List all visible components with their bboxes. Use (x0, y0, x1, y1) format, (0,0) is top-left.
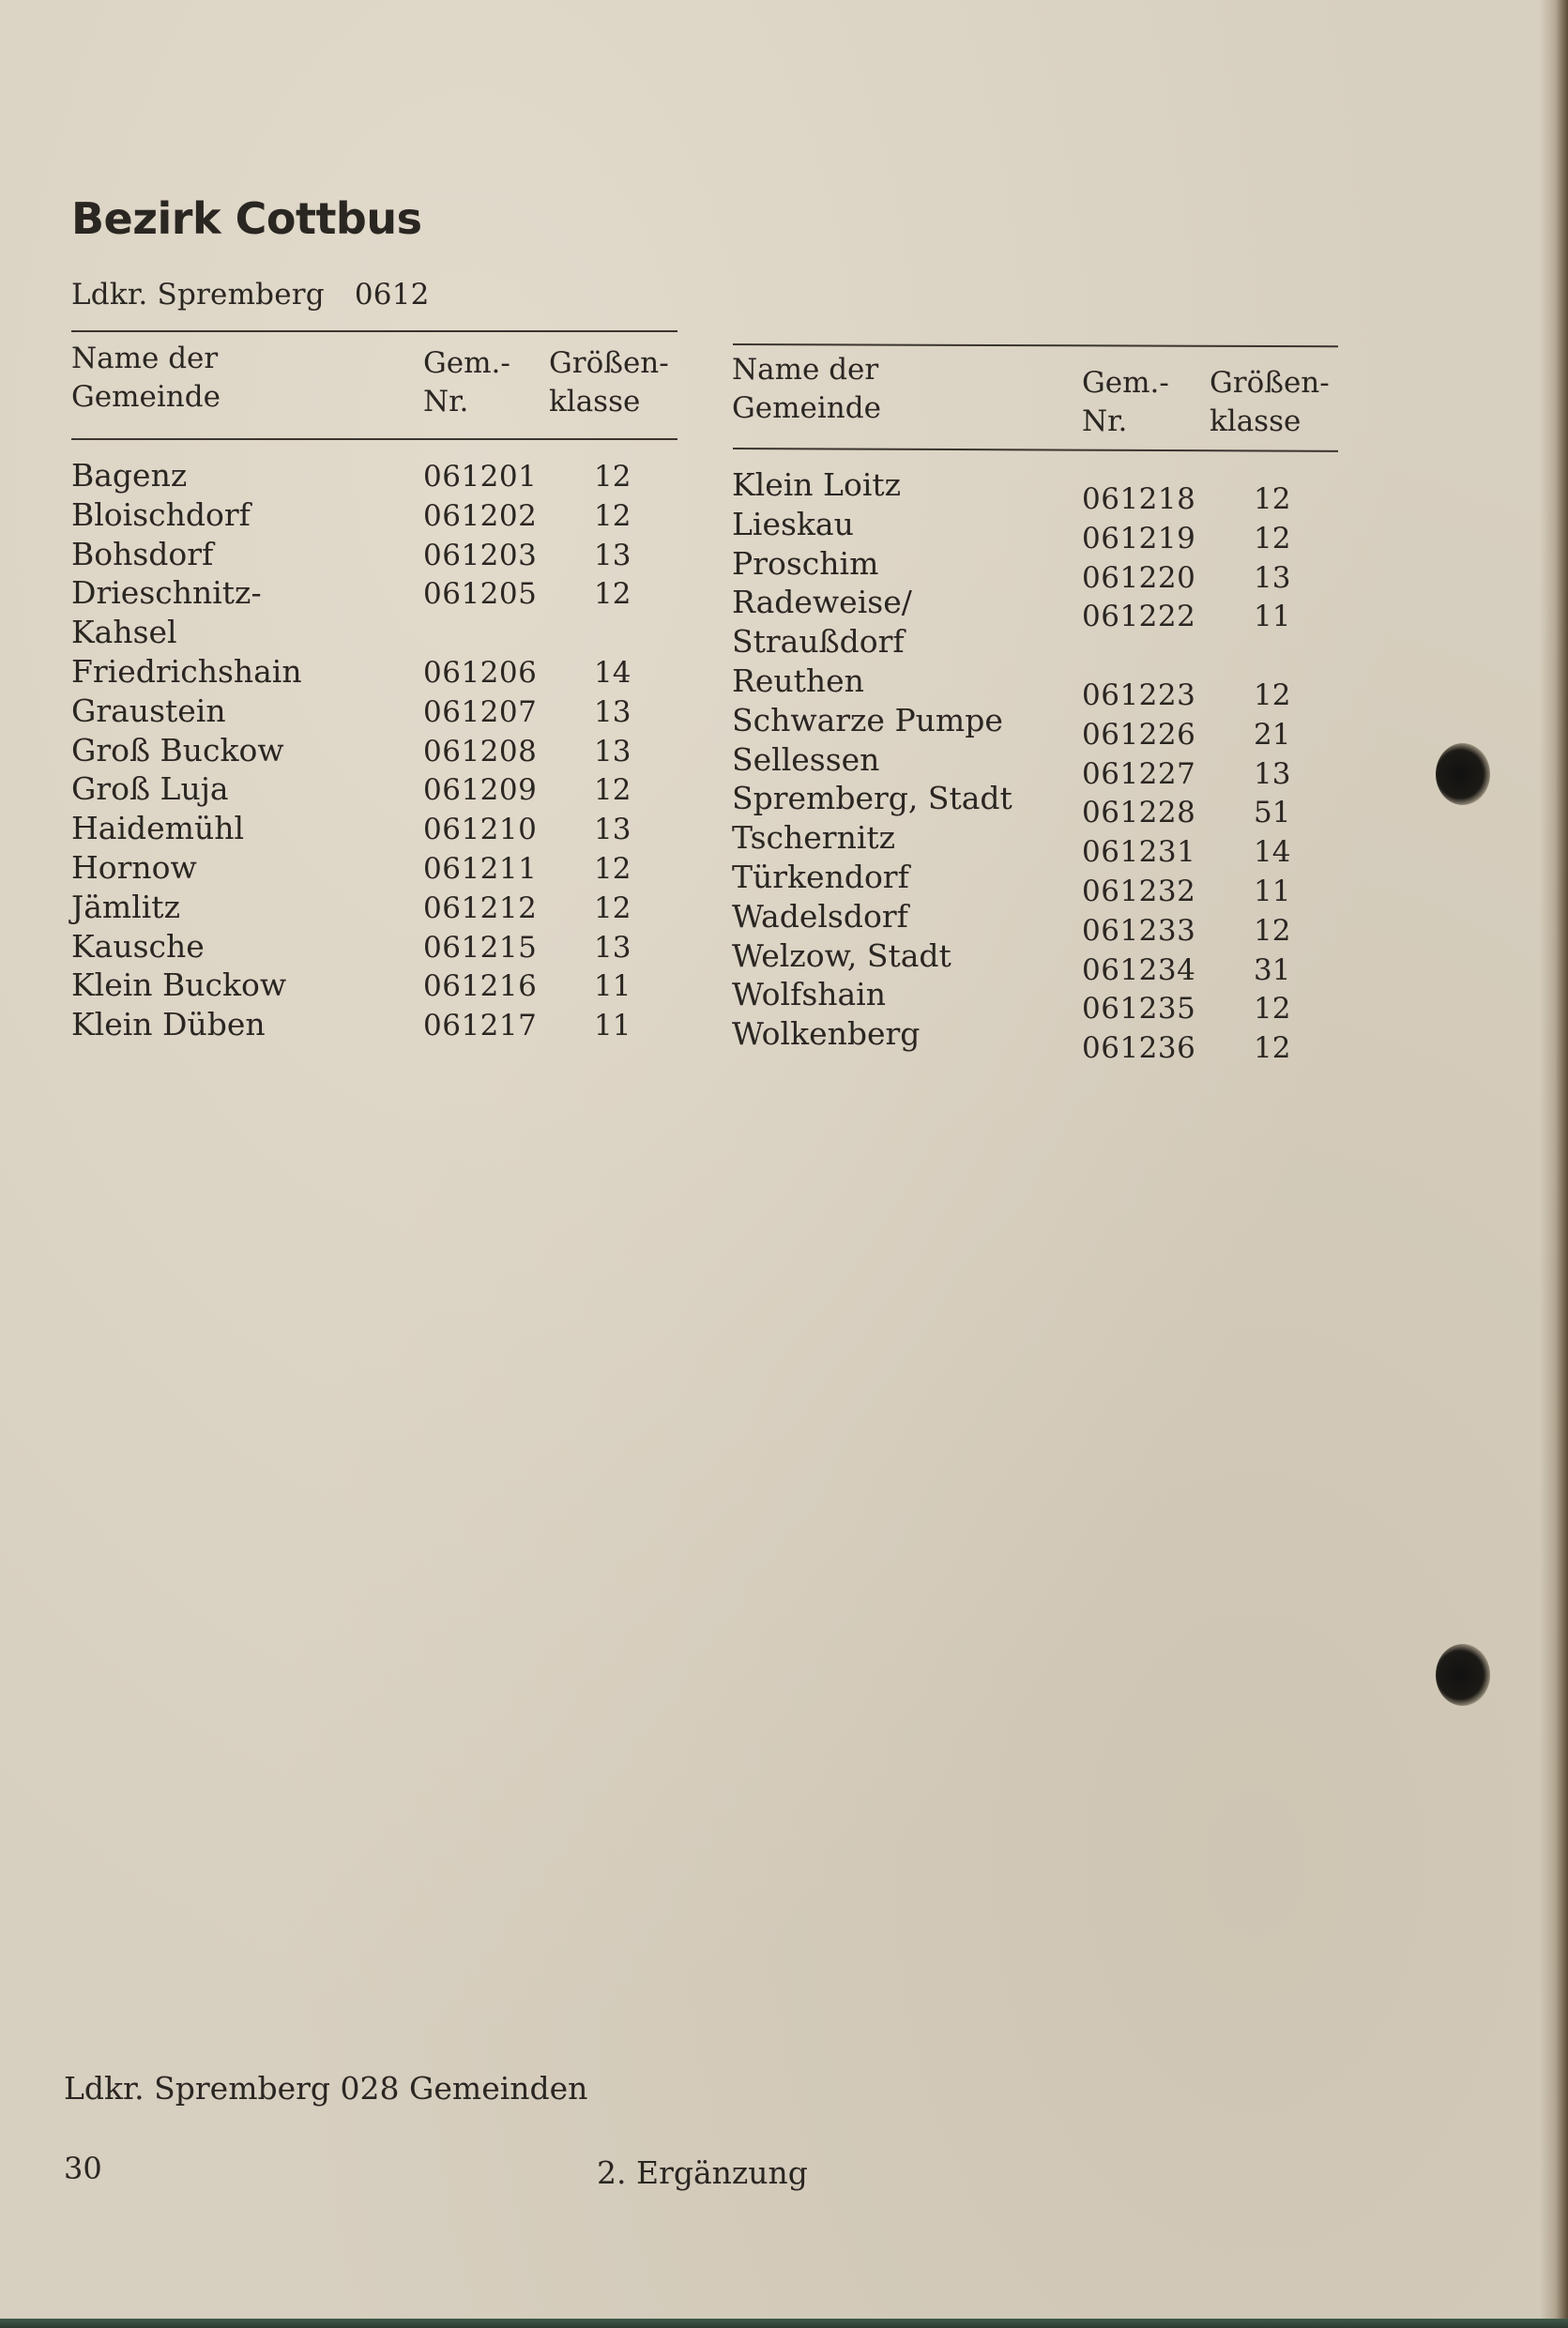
size-class: 12 (1254, 521, 1291, 555)
municipality-name: Kausche (71, 927, 205, 965)
municipality-name: Kahsel (71, 614, 177, 651)
municipality-name: Schwarze Pumpe (732, 701, 1003, 738)
size-class: 12 (1254, 678, 1291, 712)
municipality-name: Drieschnitz- (71, 574, 262, 612)
municipality-number: 061234 (1082, 952, 1196, 987)
size-class: 12 (594, 498, 632, 533)
district-label: Ldkr. Spremberg (71, 278, 325, 312)
municipality-number: 061209 (423, 773, 538, 808)
municipality-number: 061206 (423, 656, 538, 690)
right-col-nr-header: Gem.- Nr. (1082, 366, 1169, 438)
edition-note: 2. Ergänzung (597, 2154, 808, 2191)
municipality-number: 061233 (1082, 913, 1196, 948)
municipality-name: Klein Düben (71, 1006, 266, 1043)
page-number: 30 (64, 2151, 102, 2186)
municipality-number: 061210 (423, 813, 538, 847)
municipality-number: 061228 (1082, 796, 1196, 830)
punch-hole-top (1436, 743, 1490, 805)
right-header-bottom-rule (733, 448, 1338, 452)
size-class: 14 (1254, 835, 1291, 870)
size-class: 13 (594, 813, 632, 847)
municipality-name: Türkendorf (732, 859, 909, 895)
page-title: Bezirk Cottbus (71, 193, 422, 244)
municipality-name: Jämlitz (71, 888, 180, 925)
municipality-name: Radeweise/ (732, 584, 912, 621)
municipality-name: Tschernitz (732, 819, 896, 857)
municipality-number: 061232 (1082, 875, 1196, 908)
left-col-nr-header: Gem.- Nr. (423, 346, 510, 418)
municipality-number: 061235 (1082, 992, 1196, 1027)
district-line (71, 278, 430, 312)
municipality-name: Sellessen (732, 740, 880, 778)
municipality-number: 061231 (1082, 835, 1196, 870)
right-col-gk-header: Größen- klasse (1210, 366, 1330, 438)
left-col-name-header: Name der Gemeinde (71, 342, 221, 414)
municipality-number: 061222 (1082, 600, 1196, 634)
size-class: 14 (594, 656, 632, 690)
municipality-name: Reuthen (732, 662, 864, 699)
size-class: 13 (594, 538, 632, 572)
municipality-number: 061205 (423, 577, 538, 612)
municipality-number: 061219 (1082, 521, 1196, 555)
page-bottom-edge (0, 2319, 1568, 2328)
municipality-number: 061201 (423, 460, 538, 494)
municipality-number: 061236 (1082, 1031, 1196, 1066)
municipality-number: 061211 (423, 852, 538, 886)
size-class: 12 (594, 773, 632, 808)
municipality-name: Bagenz (71, 457, 188, 494)
municipality-number: 061217 (423, 1009, 538, 1043)
size-class: 13 (594, 734, 632, 768)
municipality-name: Hornow (71, 849, 197, 886)
municipality-name: Wolfshain (732, 976, 886, 1013)
size-class: 51 (1254, 796, 1291, 830)
size-class: 11 (594, 969, 632, 1004)
municipality-name: Klein Buckow (71, 966, 287, 1004)
right-col-name-header: Name der Gemeinde (732, 353, 881, 425)
left-col-gk-header: Größen- klasse (549, 346, 669, 418)
municipality-number: 061227 (1082, 756, 1196, 791)
municipality-name: Proschim (732, 544, 879, 582)
size-class: 21 (1254, 717, 1291, 752)
municipality-name: Straußdorf (732, 623, 905, 661)
municipality-name: Spremberg, Stadt (732, 780, 1012, 817)
size-class: 12 (594, 890, 632, 925)
municipality-number: 061207 (423, 694, 538, 729)
municipality-number: 061223 (1082, 678, 1196, 712)
municipality-number: 061215 (423, 930, 538, 965)
size-class: 12 (1254, 913, 1291, 948)
municipality-name: Bloischdorf (71, 495, 251, 533)
size-class: 12 (1254, 992, 1291, 1027)
municipality-name: Haidemühl (71, 810, 245, 847)
municipality-number: 061226 (1082, 717, 1196, 752)
size-class: 11 (1254, 600, 1291, 634)
municipality-name: Wadelsdorf (732, 897, 908, 935)
size-class: 12 (594, 577, 632, 612)
left-header-bottom-rule (71, 438, 677, 440)
municipality-name: Friedrichshain (71, 653, 302, 690)
size-class: 13 (1254, 756, 1291, 791)
left-header-top-rule (71, 330, 677, 332)
page-edge-shadow (1540, 0, 1568, 2328)
municipality-number: 061220 (1082, 560, 1196, 595)
size-class: 12 (1254, 1031, 1291, 1066)
size-class: 11 (1254, 875, 1291, 908)
right-header-top-rule (733, 343, 1338, 347)
municipality-name: Wolkenberg (732, 1015, 921, 1053)
municipality-count-summary: Ldkr. Spremberg 028 Gemeinden (64, 2070, 588, 2107)
municipality-number: 061218 (1082, 482, 1196, 516)
municipality-name: Groß Buckow (71, 731, 284, 768)
size-class: 31 (1254, 952, 1291, 987)
size-class: 12 (594, 460, 632, 494)
municipality-name: Welzow, Stadt (732, 936, 951, 974)
district-code: 0612 (354, 278, 430, 312)
municipality-name: Graustein (71, 692, 226, 729)
size-class: 12 (1254, 482, 1291, 516)
size-class: 12 (594, 852, 632, 886)
municipality-name: Lieskau (732, 505, 854, 542)
municipality-name: Groß Luja (71, 770, 229, 808)
size-class: 11 (594, 1009, 632, 1043)
municipality-number: 061208 (423, 734, 538, 768)
size-class: 13 (1254, 560, 1291, 595)
size-class: 13 (594, 694, 632, 729)
municipality-number: 061202 (423, 498, 538, 533)
municipality-number: 061212 (423, 890, 538, 925)
municipality-number: 061203 (423, 538, 538, 572)
municipality-name: Klein Loitz (732, 466, 902, 503)
municipality-name: Bohsdorf (71, 535, 214, 572)
punch-hole-bottom (1436, 1644, 1490, 1706)
municipality-number: 061216 (423, 969, 538, 1004)
size-class: 13 (594, 930, 632, 965)
